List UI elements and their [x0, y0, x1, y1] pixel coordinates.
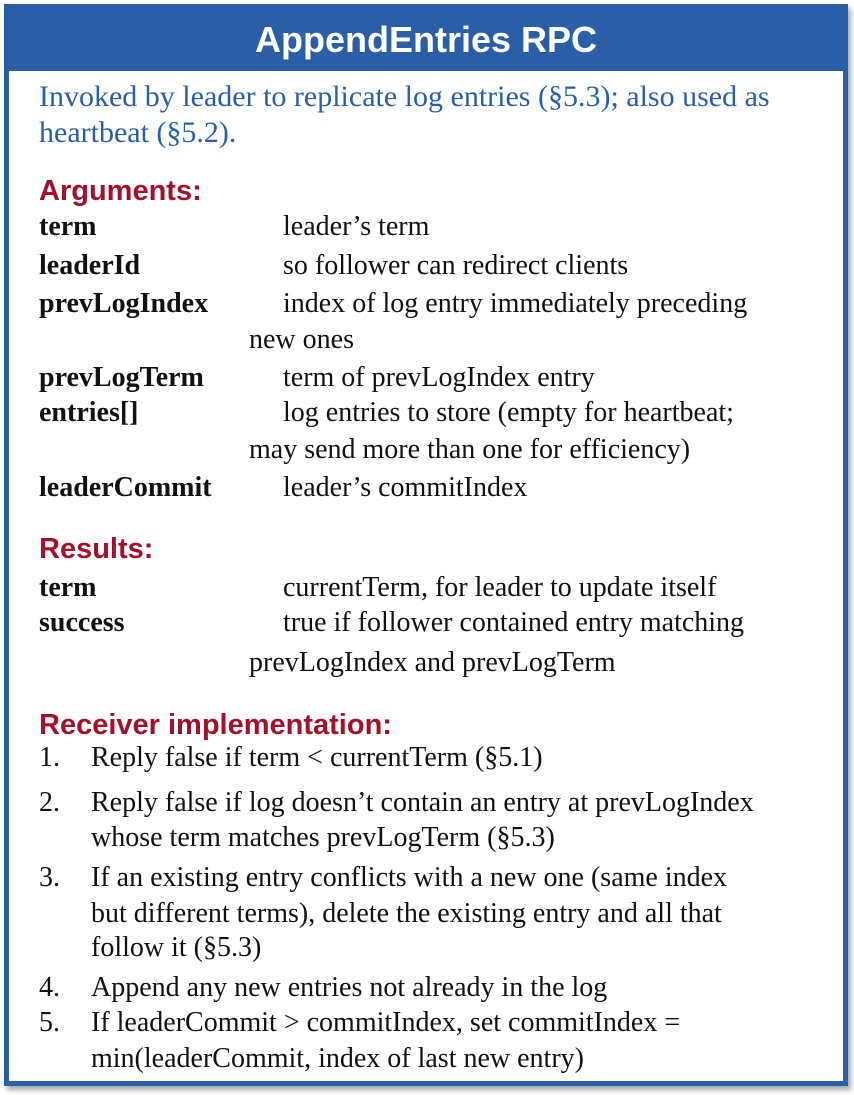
- list-number: 3.: [39, 862, 60, 893]
- argument-desc: leader’s term: [283, 211, 430, 242]
- argument-name: term: [39, 211, 97, 242]
- receiver-heading: Receiver implementation:: [39, 709, 392, 741]
- result-name: term: [39, 572, 97, 603]
- argument-desc: term of prevLogIndex entry: [283, 362, 595, 393]
- argument-desc-continued: may send more than one for efficiency): [249, 434, 691, 465]
- intro-line-1: Invoked by leader to replicate log entries (§5.3); also used as: [39, 80, 770, 113]
- argument-desc: so follower can redirect clients: [283, 250, 629, 281]
- list-text-continued: follow it (§5.3): [91, 932, 262, 963]
- argument-desc: index of log entry immediately preceding: [283, 288, 748, 319]
- intro-line-2: heartbeat (§5.2).: [39, 116, 237, 149]
- argument-name: prevLogIndex: [39, 288, 209, 319]
- rpc-card: [4, 4, 848, 1086]
- argument-desc: leader’s commitIndex: [283, 472, 528, 503]
- list-text: If an existing entry conflicts with a new one (same index: [91, 862, 728, 893]
- results-heading: Results:: [39, 533, 154, 565]
- list-number: 2.: [39, 787, 60, 818]
- list-number: 5.: [39, 1007, 60, 1038]
- result-desc: true if follower contained entry matching: [283, 607, 745, 638]
- list-text: Append any new entries not already in the log: [91, 972, 608, 1003]
- result-desc: currentTerm, for leader to update itself: [283, 572, 717, 603]
- intro-text: [39, 79, 829, 151]
- argument-name: leaderId: [39, 250, 141, 281]
- card-title: AppendEntries RPC: [9, 9, 843, 71]
- list-text-continued: whose term matches prevLogTerm (§5.3): [91, 822, 555, 853]
- list-number: 1.: [39, 742, 60, 773]
- list-text: If leaderCommit > commitIndex, set commitIndex =: [91, 1007, 681, 1038]
- list-text-continued: min(leaderCommit, index of last new entry): [91, 1043, 584, 1074]
- argument-name: leaderCommit: [39, 472, 212, 503]
- argument-name: entries[]: [39, 397, 139, 428]
- argument-name: prevLogTerm: [39, 362, 204, 393]
- list-text-continued: but different terms), delete the existing entry and all that: [91, 898, 722, 929]
- list-text: Reply false if log doesn’t contain an entry at prevLogIndex: [91, 787, 754, 818]
- result-name: success: [39, 607, 125, 638]
- argument-desc: log entries to store (empty for heartbeat;: [283, 397, 734, 428]
- result-desc-continued: prevLogIndex and prevLogTerm: [249, 647, 616, 678]
- list-number: 4.: [39, 972, 60, 1003]
- list-text: Reply false if term < currentTerm (§5.1): [91, 742, 543, 773]
- arguments-heading: Arguments:: [39, 175, 202, 207]
- argument-desc-continued: new ones: [249, 324, 354, 355]
